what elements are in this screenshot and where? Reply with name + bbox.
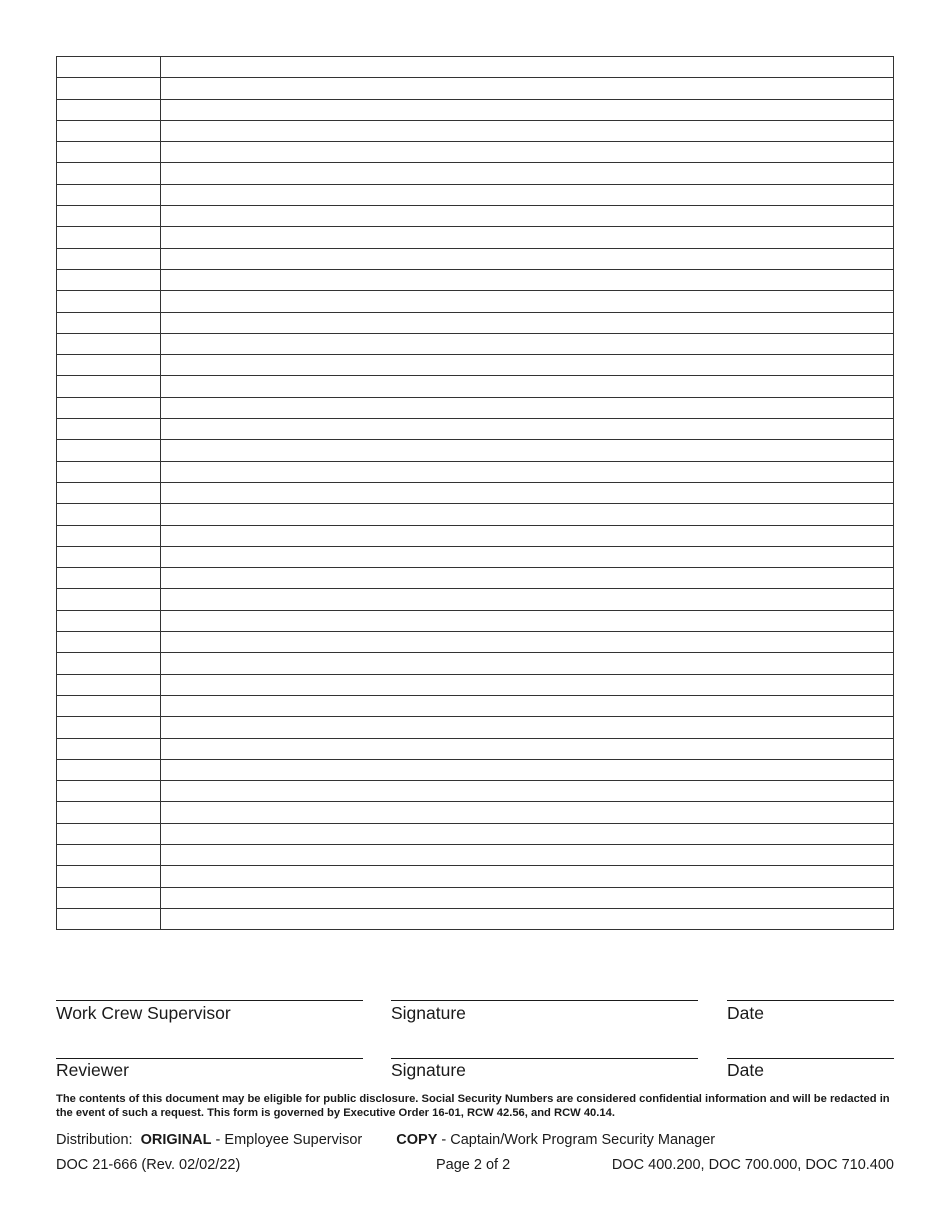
- log-row: [57, 312, 894, 333]
- log-cell-date[interactable]: [57, 78, 161, 99]
- log-cell-entry[interactable]: [161, 419, 894, 440]
- original-recipient: - Employee Supervisor: [215, 1132, 363, 1148]
- log-row: [57, 163, 894, 184]
- log-row: [57, 120, 894, 141]
- log-cell-date[interactable]: [57, 248, 161, 269]
- log-row: [57, 206, 894, 227]
- log-cell-entry[interactable]: [161, 695, 894, 716]
- log-row: [57, 823, 894, 844]
- log-row: [57, 78, 894, 99]
- log-row: [57, 632, 894, 653]
- log-cell-entry[interactable]: [161, 269, 894, 290]
- log-cell-date[interactable]: [57, 461, 161, 482]
- log-cell-entry[interactable]: [161, 546, 894, 567]
- log-cell-date[interactable]: [57, 589, 161, 610]
- log-row: [57, 333, 894, 354]
- log-cell-date[interactable]: [57, 844, 161, 865]
- log-row: [57, 291, 894, 312]
- log-row: [57, 461, 894, 482]
- log-cell-entry[interactable]: [161, 142, 894, 163]
- log-cell-date[interactable]: [57, 482, 161, 503]
- log-cell-date[interactable]: [57, 695, 161, 716]
- log-cell-date[interactable]: [57, 568, 161, 589]
- log-cell-date[interactable]: [57, 57, 161, 78]
- log-cell-entry[interactable]: [161, 461, 894, 482]
- log-cell-entry[interactable]: [161, 355, 894, 376]
- log-cell-entry[interactable]: [161, 781, 894, 802]
- log-row: [57, 397, 894, 418]
- reviewer-line: [56, 1058, 363, 1059]
- log-row: [57, 802, 894, 823]
- log-cell-date[interactable]: [57, 333, 161, 354]
- log-cell-entry[interactable]: [161, 99, 894, 120]
- log-cell-date[interactable]: [57, 525, 161, 546]
- log-cell-date[interactable]: [57, 376, 161, 397]
- log-cell-entry[interactable]: [161, 333, 894, 354]
- log-row: [57, 866, 894, 887]
- log-cell-date[interactable]: [57, 269, 161, 290]
- log-cell-date[interactable]: [57, 759, 161, 780]
- log-row: [57, 589, 894, 610]
- log-cell-entry[interactable]: [161, 738, 894, 759]
- log-table: [56, 56, 894, 930]
- log-cell-entry[interactable]: [161, 632, 894, 653]
- log-cell-date[interactable]: [57, 419, 161, 440]
- log-cell-entry[interactable]: [161, 525, 894, 546]
- log-row: [57, 355, 894, 376]
- log-cell-date[interactable]: [57, 908, 161, 929]
- policy-references: DOC 400.200, DOC 700.000, DOC 710.400: [611, 1157, 894, 1173]
- log-cell-date[interactable]: [57, 632, 161, 653]
- log-cell-entry[interactable]: [161, 184, 894, 205]
- original-label: ORIGINAL: [140, 1132, 212, 1148]
- log-cell-entry[interactable]: [161, 589, 894, 610]
- log-row: [57, 759, 894, 780]
- log-row: [57, 504, 894, 525]
- log-cell-date[interactable]: [57, 504, 161, 525]
- log-row: [57, 844, 894, 865]
- log-cell-date[interactable]: [57, 206, 161, 227]
- log-cell-date[interactable]: [57, 546, 161, 567]
- log-row: [57, 376, 894, 397]
- supervisor-date-label: Date: [727, 1003, 764, 1023]
- log-cell-date[interactable]: [57, 120, 161, 141]
- log-cell-date[interactable]: [57, 184, 161, 205]
- log-row: [57, 610, 894, 631]
- supervisor-signature-line: [56, 1000, 363, 1001]
- log-cell-entry[interactable]: [161, 440, 894, 461]
- log-row: [57, 781, 894, 802]
- reviewer-date-label: Date: [727, 1060, 764, 1080]
- log-cell-date[interactable]: [57, 823, 161, 844]
- log-row: [57, 908, 894, 929]
- log-cell-date[interactable]: [57, 291, 161, 312]
- log-row: [57, 227, 894, 248]
- log-row: [57, 738, 894, 759]
- log-row: [57, 482, 894, 503]
- log-cell-entry[interactable]: [161, 57, 894, 78]
- supervisor-signature-label: Signature: [391, 1003, 466, 1023]
- log-row: [57, 99, 894, 120]
- log-row: [57, 674, 894, 695]
- form-id: DOC 21-666 (Rev. 02/02/22): [56, 1157, 241, 1173]
- copy-label: COPY: [396, 1132, 438, 1148]
- log-cell-date[interactable]: [57, 887, 161, 908]
- log-row: [57, 525, 894, 546]
- reviewer-sign-line: [391, 1058, 698, 1059]
- log-cell-date[interactable]: [57, 397, 161, 418]
- log-cell-date[interactable]: [57, 653, 161, 674]
- log-cell-entry[interactable]: [161, 482, 894, 503]
- log-cell-entry[interactable]: [161, 887, 894, 908]
- log-cell-entry[interactable]: [161, 78, 894, 99]
- supervisor-sign-line: [391, 1000, 698, 1001]
- log-cell-date[interactable]: [57, 802, 161, 823]
- log-row: [57, 440, 894, 461]
- reviewer-label: Reviewer: [56, 1060, 129, 1080]
- log-cell-date[interactable]: [57, 866, 161, 887]
- log-cell-entry[interactable]: [161, 908, 894, 929]
- reviewer-signature-label: Signature: [391, 1060, 466, 1080]
- log-row: [57, 695, 894, 716]
- log-cell-entry[interactable]: [161, 227, 894, 248]
- copy-recipient: - Captain/Work Program Security Manager: [441, 1132, 716, 1148]
- log-row: [57, 57, 894, 78]
- log-cell-date[interactable]: [57, 781, 161, 802]
- log-cell-entry[interactable]: [161, 717, 894, 738]
- distribution-line: [56, 1132, 715, 1148]
- log-cell-entry[interactable]: [161, 248, 894, 269]
- log-row: [57, 887, 894, 908]
- log-cell-entry[interactable]: [161, 206, 894, 227]
- log-cell-entry[interactable]: [161, 802, 894, 823]
- log-row: [57, 653, 894, 674]
- log-table-body: [57, 57, 894, 930]
- log-cell-entry[interactable]: [161, 823, 894, 844]
- log-row: [57, 248, 894, 269]
- log-cell-entry[interactable]: [161, 866, 894, 887]
- log-cell-entry[interactable]: [161, 376, 894, 397]
- supervisor-date-line: [727, 1000, 894, 1001]
- log-cell-date[interactable]: [57, 717, 161, 738]
- log-cell-date[interactable]: [57, 610, 161, 631]
- reviewer-date-line: [727, 1058, 894, 1059]
- log-cell-entry[interactable]: [161, 312, 894, 333]
- distribution-prefix: Distribution:: [56, 1132, 133, 1148]
- public-disclosure-notice: The contents of this document may be eligible for public disclosure. Social Security Numbers are considered confidential information and will be redacted in the event of such a request. This form is governed by Executive Order 16-01, RCW 42.56, and RCW 40.14.: [56, 1093, 890, 1119]
- log-row: [57, 184, 894, 205]
- log-cell-entry[interactable]: [161, 397, 894, 418]
- log-cell-date[interactable]: [57, 163, 161, 184]
- log-cell-date[interactable]: [57, 674, 161, 695]
- log-cell-date[interactable]: [57, 227, 161, 248]
- log-cell-date[interactable]: [57, 142, 161, 163]
- log-cell-entry[interactable]: [161, 759, 894, 780]
- log-cell-entry[interactable]: [161, 163, 894, 184]
- log-row: [57, 269, 894, 290]
- log-cell-entry[interactable]: [161, 120, 894, 141]
- log-cell-entry[interactable]: [161, 568, 894, 589]
- log-row: [57, 142, 894, 163]
- log-cell-date[interactable]: [57, 355, 161, 376]
- log-cell-entry[interactable]: [161, 610, 894, 631]
- log-cell-date[interactable]: [57, 312, 161, 333]
- log-cell-date[interactable]: [57, 440, 161, 461]
- work-crew-supervisor-label: Work Crew Supervisor: [56, 1003, 231, 1023]
- log-row: [57, 568, 894, 589]
- log-row: [57, 717, 894, 738]
- log-cell-date[interactable]: [57, 99, 161, 120]
- log-cell-entry[interactable]: [161, 653, 894, 674]
- log-cell-entry[interactable]: [161, 291, 894, 312]
- log-row: [57, 546, 894, 567]
- log-cell-entry[interactable]: [161, 844, 894, 865]
- log-cell-entry[interactable]: [161, 504, 894, 525]
- page-number: Page 2 of 2: [436, 1157, 511, 1173]
- log-cell-date[interactable]: [57, 738, 161, 759]
- log-row: [57, 419, 894, 440]
- log-cell-entry[interactable]: [161, 674, 894, 695]
